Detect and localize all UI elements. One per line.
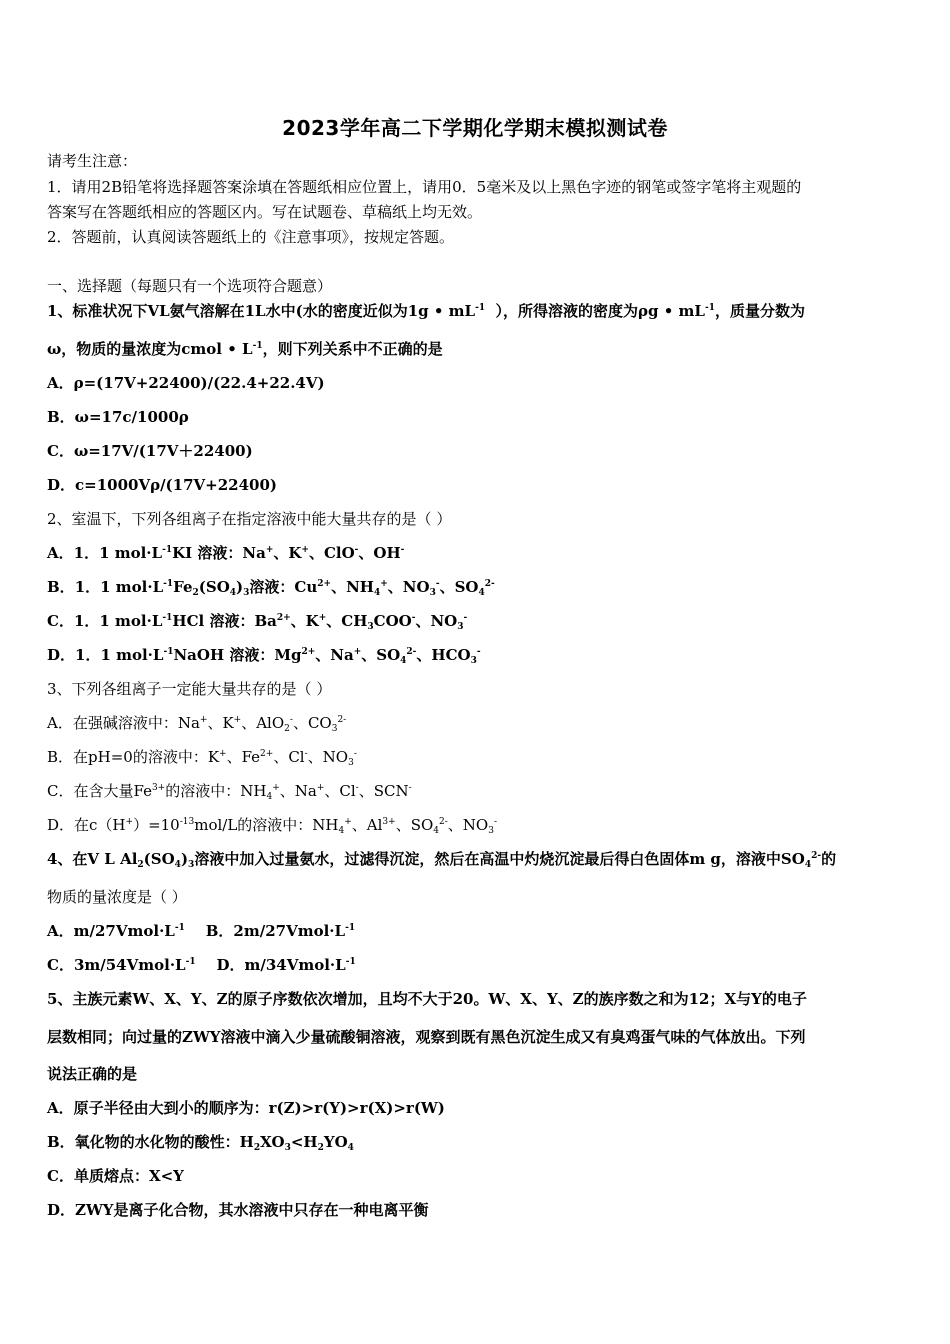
q5-stem-line3: 说法正确的是	[47, 1065, 138, 1083]
q2-option-b: B．1．1 $mol\cdot L^{-1}Fe_2(SO_4)_3$溶液：$Cu^{2+}$、$NH_4^+$、$NO_3^-$、$SO_4^{2-}$	[47, 578, 495, 598]
q2-option-c: C．1．1 $mol\cdot L^{-1}HCl$ 溶液：$Ba^{2+}$、K+、$CH_3COO^-$、$NO_3^-$	[47, 612, 468, 632]
page-title: 2023学年高二下学期化学期末模拟测试卷	[282, 116, 668, 140]
q5-option-d: D．ZWY是离子化合物，其水溶液中只存在一种电离平衡	[47, 1201, 429, 1219]
q2-stem: 2、室温下，下列各组离子在指定溶液中能大量共存的是（ ）	[47, 510, 452, 528]
q4-stem-line2: 物质的量浓度是（ ）	[47, 888, 187, 906]
section-heading: 一、选择题（每题只有一个选项符合题意）	[47, 277, 333, 295]
q2-option-d: D．1．1 $mol\cdot L^{-1}NaOH$ 溶液：$Mg^{2+}$、Na+、$SO_4^{2-}$、$HCO_3^-$	[47, 646, 481, 666]
q2-option-a: A．1．1 $mol\cdot L^{-1}KI$ 溶液：Na+、K+、ClO-、OH-	[47, 544, 405, 562]
q4-stem-line1: 4、在V L $Al_2(SO_4)_3$溶液中加入过量氨水，过滤得沉淀，然后在高温中灼烧沉淀最后得白色固体m g，溶液中$SO_4^{2-}$的	[47, 850, 837, 870]
q4-options-cd: C．$3m/54Vmol\cdot L^{-1}$ D．$m/34Vmol\cdot L^{-1}$	[47, 956, 356, 974]
notice-line-2: 2．答题前，认真阅读答题纸上的《注意事项》，按规定答题。	[47, 228, 455, 246]
notice-heading: 请考生注意：	[47, 152, 138, 170]
q5-option-c: C．单质熔点：X<Y	[47, 1167, 184, 1185]
q3-stem: 3、下列各组离子一定能大量共存的是（ ）	[47, 680, 332, 698]
q3-option-d: D．在$c(H^+)=10^{-13}mol/L$的溶液中：$NH_4^+$、$Al^{3+}$、$SO_4^{2-}$、$NO_3^-$	[47, 816, 498, 836]
q3-option-a: A．在强碱溶液中：Na+、K+、AlO$_2$-、$CO_3^{2-}$	[47, 714, 347, 734]
q4-options-ab: A．$m/27Vmol\cdot L^{-1}$ B．$2m/27Vmol\cdot L^{-1}$	[47, 922, 356, 940]
q5-option-a: A．原子半径由大到小的顺序为：r(Z)>r(Y)>r(X)>r(W)	[47, 1099, 445, 1117]
q1-option-c: C．ω=17V/(17V＋22400)	[47, 442, 253, 460]
q1-option-d: D．c=1000Vρ/(17V+22400)	[47, 476, 278, 494]
notice-line-1a: 1．请用2B铅笔将选择题答案涂填在答题纸相应位置上，请用0．5毫米及以上黑色字迹的钢笔或签字笔将主观题的	[47, 178, 802, 196]
q3-option-b: B．在pH=0的溶液中：K+、$Fe^{2+}$、Cl-、$NO_3^-$	[47, 748, 357, 768]
q5-option-b: B．氧化物的水化物的酸性：$H_2XO_3<H_2YO_4$	[47, 1133, 354, 1153]
q5-stem-line2: 层数相同；向过量的ZWY溶液中滴入少量硫酸铜溶液，观察到既有黑色沉淀生成又有臭鸡蛋气味的气体放出。下列	[47, 1028, 806, 1046]
q1-stem-line1: 1、标准状况下VL氨气溶解在1L水中(水的密度近似为1g • $mL^{-1}$ ），所得溶液的密度为ρg • $mL^{-1}$，质量分数为	[47, 302, 805, 320]
q3-option-c: C．在含大量$Fe^{3+}$的溶液中：$NH_4^+$、Na+、Cl-、SCN-	[47, 782, 412, 802]
q1-option-b: B．ω=17c/1000ρ	[47, 408, 189, 426]
notice-line-1b: 答案写在答题纸相应的答题区内。写在试题卷、草稿纸上均无效。	[47, 203, 483, 221]
q1-option-a: A．ρ=(17V+22400)/(22.4+22.4V)	[47, 374, 325, 392]
q1-stem-line2: ω，物质的量浓度为cmol • $L^{-1}$，则下列关系中不正确的是	[47, 340, 443, 358]
q5-stem-line1: 5、主族元素W、X、Y、Z的原子序数依次增加，且均不大于20。W、X、Y、Z的族序数之和为12；X与Y的电子	[47, 990, 807, 1008]
